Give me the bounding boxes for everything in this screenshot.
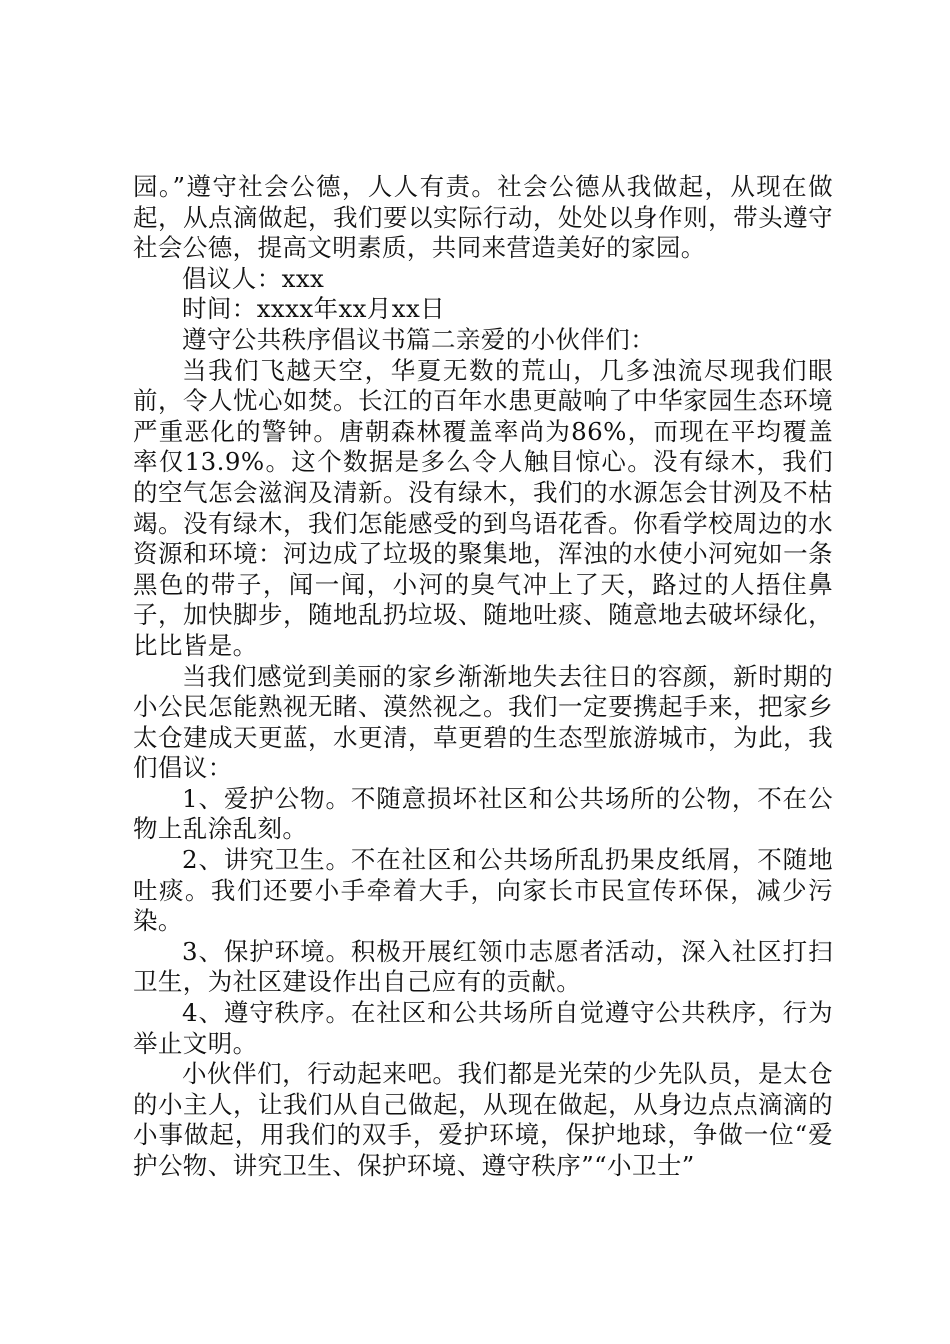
document-body bbox=[133, 172, 833, 1182]
proposal-item-3: 3、保护环境。积极开展红领巾志愿者活动，深入社区打扫卫生，为社区建设作出自己应有的贡献。 bbox=[133, 936, 833, 997]
paragraph-5: 当我们飞越天空，华夏无数的荒山，几多浊流尽现我们眼前，令人忧心如焚。长江的百年水患更敲响了中华家园生态环境严重恶化的警钟。唐朝森林覆盖率尚为86%，而现在平均覆盖率仅13.9%。这个数据是多么令人触目惊心。没有绿木，我们的空气怎会滋润及清新。没有绿木，我们的水源怎会甘洌及不枯竭。没有绿木，我们怎能感受的到鸟语花香。你看学校周边的水资源和环境：河边成了垃圾的聚集地，浑浊的水使小河宛如一条黑色的带子，闻一闻，小河的臭气冲上了天，路过的人捂住鼻子，加快脚步，随地乱扔垃圾、随地吐痰、随意地去破坏绿化，比比皆是。 bbox=[133, 355, 833, 660]
paragraph-6: 当我们感觉到美丽的家乡渐渐地失去往日的容颜，新时期的小公民怎能熟视无睹、漠然视之。我们一定要携起手来，把家乡太仓建成天更蓝，水更清，草更碧的生态型旅游城市，为此，我们倡议： bbox=[133, 661, 833, 783]
paragraph-1: 园。”遵守社会公德，人人有责。社会公德从我做起，从现在做起，从点滴做起，我们要以实际行动，处处以身作则，带头遵守社会公德，提高文明素质，共同来营造美好的家园。 bbox=[133, 172, 833, 263]
proposer-line: 倡议人：xxx bbox=[182, 263, 325, 293]
date-line: 时间：xxxx年xx月xx日 bbox=[182, 294, 446, 324]
proposal-item-1: 1、爱护公物。不随意损坏社区和公共场所的公物，不在公物上乱涂乱刻。 bbox=[133, 783, 833, 844]
paragraph-closing: 小伙伴们，行动起来吧。我们都是光荣的少先队员，是太仓的小主人，让我们从自己做起，从现在做起，从身边点点滴滴的小事做起，用我们的双手，爱护环境，保护地球，争做一位“爱护公物、讲究卫生、保护环境、遵守秩序”“小卫士” bbox=[133, 1059, 833, 1180]
proposal-item-4: 4、遵守秩序。在社区和公共场所自觉遵守公共秩序，行为举止文明。 bbox=[133, 998, 833, 1058]
proposal-item-2: 2、讲究卫生。不在社区和公共场所乱扔果皮纸屑，不随地吐痰。我们还要小手牵着大手，向家长市民宣传环保，减少污染。 bbox=[133, 845, 833, 936]
section-heading: 遵守公共秩序倡议书篇二亲爱的小伙伴们： bbox=[182, 324, 656, 354]
